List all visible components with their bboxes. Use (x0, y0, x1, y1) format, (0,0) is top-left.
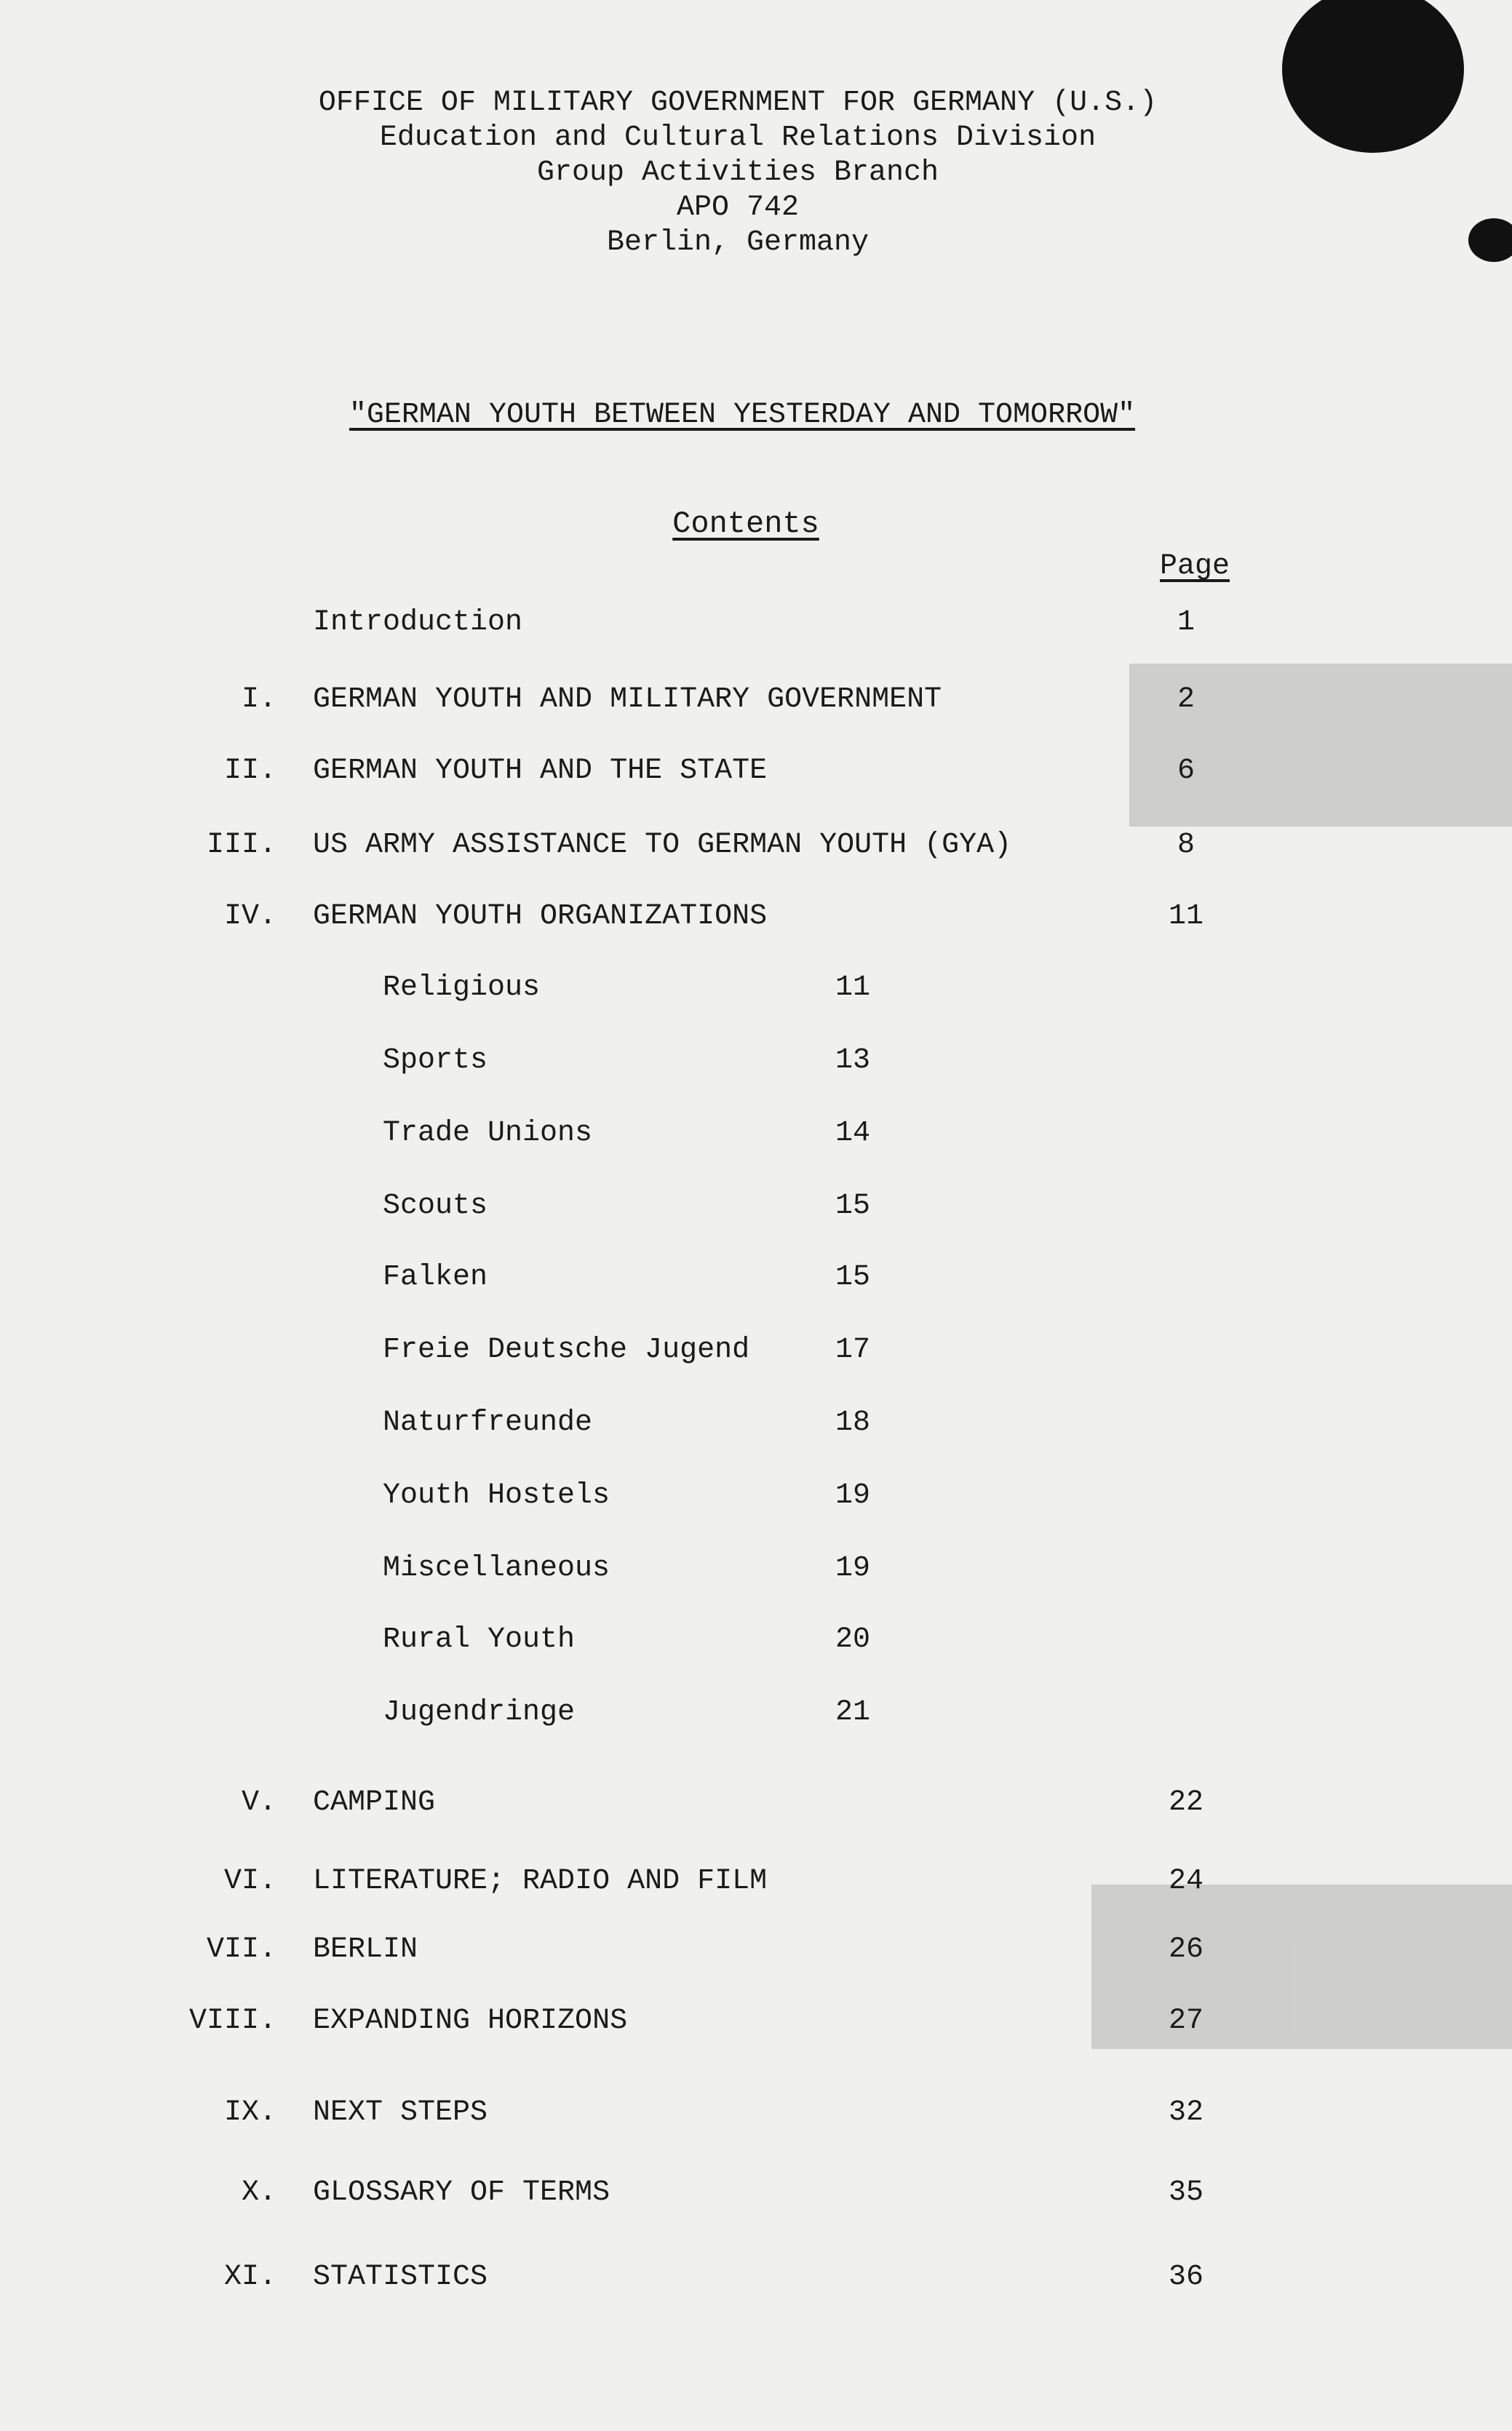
toc-sub-page: 17 (835, 1334, 870, 1366)
toc-sub-label: Rural Youth (383, 1623, 576, 1656)
header-line-5: Berlin, Germany (606, 226, 870, 259)
toc-page: 27 (1168, 2005, 1203, 2037)
toc-page: 2 (1177, 683, 1195, 716)
toc-label: GERMAN YOUTH AND MILITARY GOVERNMENT (313, 683, 942, 716)
toc-number: VIII. (188, 2005, 276, 2037)
toc-label: GLOSSARY OF TERMS (313, 2176, 610, 2209)
header-line-3: Group Activities Branch (536, 156, 939, 189)
toc-sub-label: Youth Hostels (383, 1479, 610, 1512)
toc-page: 22 (1168, 1786, 1203, 1819)
toc-sub-page: 13 (835, 1044, 870, 1077)
toc-sub-page: 20 (835, 1623, 870, 1656)
toc-label: STATISTICS (313, 2261, 488, 2293)
toc-page: 11 (1168, 900, 1203, 933)
toc-label: Introduction (313, 606, 523, 639)
toc-sub-page: 19 (835, 1479, 870, 1512)
toc-sub-page: 14 (835, 1117, 870, 1150)
toc-sub-label: Sports (383, 1044, 488, 1077)
toc-number: VII. (206, 1933, 276, 1966)
toc-sub-page: 21 (835, 1696, 870, 1729)
toc-page: 1 (1177, 606, 1195, 639)
toc-number: VI. (223, 1865, 276, 1898)
toc-sub-label: Naturfreunde (383, 1407, 593, 1439)
toc-sub-page: 18 (835, 1407, 870, 1439)
toc-sub-page: 15 (835, 1190, 870, 1222)
toc-label: BERLIN (313, 1933, 418, 1966)
toc-label: US ARMY ASSISTANCE TO GERMAN YOUTH (GYA) (313, 829, 1012, 862)
contents-heading: Contents (672, 506, 819, 541)
toc-page: 8 (1177, 829, 1195, 862)
toc-label: CAMPING (313, 1786, 436, 1819)
toc-sub-page: 15 (835, 1261, 870, 1294)
toc-page: 35 (1168, 2176, 1203, 2209)
toc-sub-label: Falken (383, 1261, 488, 1294)
toc-page: 6 (1177, 755, 1195, 787)
toc-sub-label: Scouts (383, 1190, 488, 1222)
toc-number: I. (241, 683, 276, 716)
toc-label: LITERATURE; RADIO AND FILM (313, 1865, 768, 1898)
document-title: "GERMAN YOUTH BETWEEN YESTERDAY AND TOMORROW" (349, 399, 1136, 431)
office-header (0, 86, 1476, 260)
toc-sub-label: Jugendringe (383, 1696, 576, 1729)
toc-number: III. (206, 829, 276, 862)
toc-number: IX. (223, 2096, 276, 2129)
header-line-2: Education and Cultural Relations Division (379, 122, 1097, 154)
toc-sub-page: 19 (835, 1552, 870, 1585)
toc-label: NEXT STEPS (313, 2096, 488, 2129)
toc-sub-label: Freie Deutsche Jugend (383, 1334, 750, 1366)
toc-sub-label: Trade Unions (383, 1117, 593, 1150)
toc-sub-label: Religious (383, 971, 541, 1004)
toc-number: IV. (223, 900, 276, 933)
toc-label: EXPANDING HORIZONS (313, 2005, 628, 2037)
toc-number: XI. (223, 2261, 276, 2293)
toc-page: 32 (1168, 2096, 1203, 2129)
toc-sub-label: Miscellaneous (383, 1552, 610, 1585)
toc-page: 24 (1168, 1865, 1203, 1898)
toc-number: X. (241, 2176, 276, 2209)
header-line-4: APO 742 (676, 191, 800, 224)
toc-label: GERMAN YOUTH ORGANIZATIONS (313, 900, 768, 933)
toc-page: 26 (1168, 1933, 1203, 1966)
header-line-1: OFFICE OF MILITARY GOVERNMENT FOR GERMANY (U.S.) (318, 87, 1158, 119)
tape-patch-lower (1091, 1885, 1512, 2049)
toc-sub-page: 11 (835, 971, 870, 1004)
page-column-heading: Page (1160, 550, 1230, 583)
toc-page: 36 (1168, 2261, 1203, 2293)
toc-number: V. (241, 1786, 276, 1819)
toc-label: GERMAN YOUTH AND THE STATE (313, 755, 768, 787)
toc-number: II. (223, 755, 276, 787)
